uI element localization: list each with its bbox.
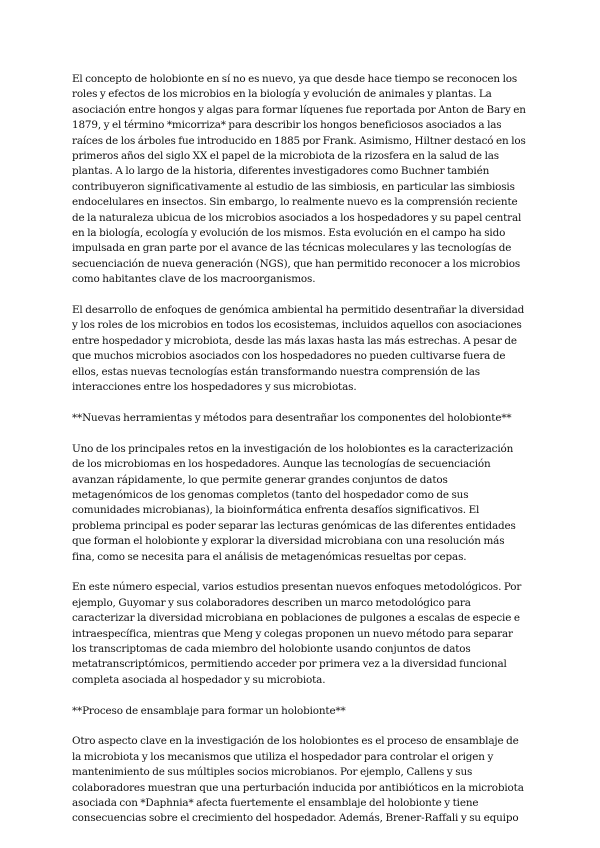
document-body [72,72,528,842]
paragraph-microbiome-characterization: Uno de los principales retos en la investigación de los holobiontes es la caracterización de los microbiomas en los hospedadores. Aunque las tecnologías de secuenciación avanzan rápidamente, lo que permite generar grandes conjuntos de datos metagenómicos de los genomas completos (tanto del hospedador como de sus comunidades microbianas), la bioinformática enfrenta desafíos significativos. El problema principal es poder separar las lecturas genómicas de las diferentes entidades que forman el holobionte y explorar la diversidad microbiana con una resolución más fina, como se necesita para el análisis de metagenómicas resueltas por cepas. [72,442,516,563]
section-heading-assembly-process: **Proceso de ensamblaje para formar un holobionte** [72,704,346,717]
paragraph-holobiont-concept: El concepto de holobionte en sí no es nuevo, ya que desde hace tiempo se reconocen los roles y efectos de los microbios en la biología y evolución de animales y plantas. La asociación entre hongos y algas para formar líquenes fue reportada por Anton de Bary en 1879, y el término *micorriza* para describir los hongos beneficiosos asociados a las raíces de los árboles fue introducido en 1885 por Frank. Asimismo, Hiltner destacó en los primeros años del siglo XX el papel de la microbiota de la rizosfera en la salud de las plantas. A lo largo de la historia, diferentes investigadores como Buchner también contribuyeron significativamente al estudio de las simbiosis, en particular las simbiosis endocelulares en insectos. Sin embargo, lo realmente nuevo es la comprensión reciente de la naturaleza ubicua de los microbios asociados a los hospedadores y su papel central en la biología, ecología y evolución de los mismos. Esta evolución en el campo ha sido impulsada en gran parte por el avance de las técnicas moleculares y las tecnologías de secuenciación de nueva generación (NGS), que han permitido reconocer a los microbios como habitantes clave de los macroorganismos. [72,73,526,286]
paragraph-environmental-genomics: El desarrollo de enfoques de genómica ambiental ha permitido desentrañar la diversidad y los roles de los microbios en todos los ecosistemas, incluidos aquellos con asociaciones entre hospedador y microbiota, desde las más laxas hasta las más estrechas. A pesar de que muchos microbios asociados con los hospedadores no pueden cultivarse fuera de ellos, estas nuevas tecnologías están transformando nuestra comprensión de las interacciones entre los hospedadores y sus microbiotas. [72,304,525,394]
paragraph-methodological-approaches: En este número especial, varios estudios presentan nuevos enfoques metodológicos. Por ejemplo, Guyomar y sus colaboradores describen un marco metodológico para caracterizar la diversidad microbiana en poblaciones de pulgones a escalas de especie e intraespecífica, mientras que Meng y colegas proponen un nuevo método para separar los transcriptomas de cada miembro del holobionte usando conjuntos de datos metatranscriptómicos, permitiendo acceder por primera vez a la diversidad funcional completa asociada al hospedador y su microbiota. [72,581,522,686]
section-heading-new-tools: **Nuevas herramientas y métodos para desentrañar los componentes del holobionte** [72,411,512,424]
paragraph-assembly-mechanisms: Otro aspecto clave en la investigación de los holobiontes es el proceso de ensamblaje de la microbiota y los mecanismos que utiliza el hospedador para controlar el origen y mantenimiento de sus múltiples socios microbianos. Por ejemplo, Callens y sus colaboradores muestran que una perturbación inducida por antibióticos en la microbiota asociada con *Daphnia* afecta fuertemente el ensamblaje del holobionte y tiene consecuencias sobre el crecimiento del hospedador. Además, Brener-Raffali y su equipo [72,735,524,825]
